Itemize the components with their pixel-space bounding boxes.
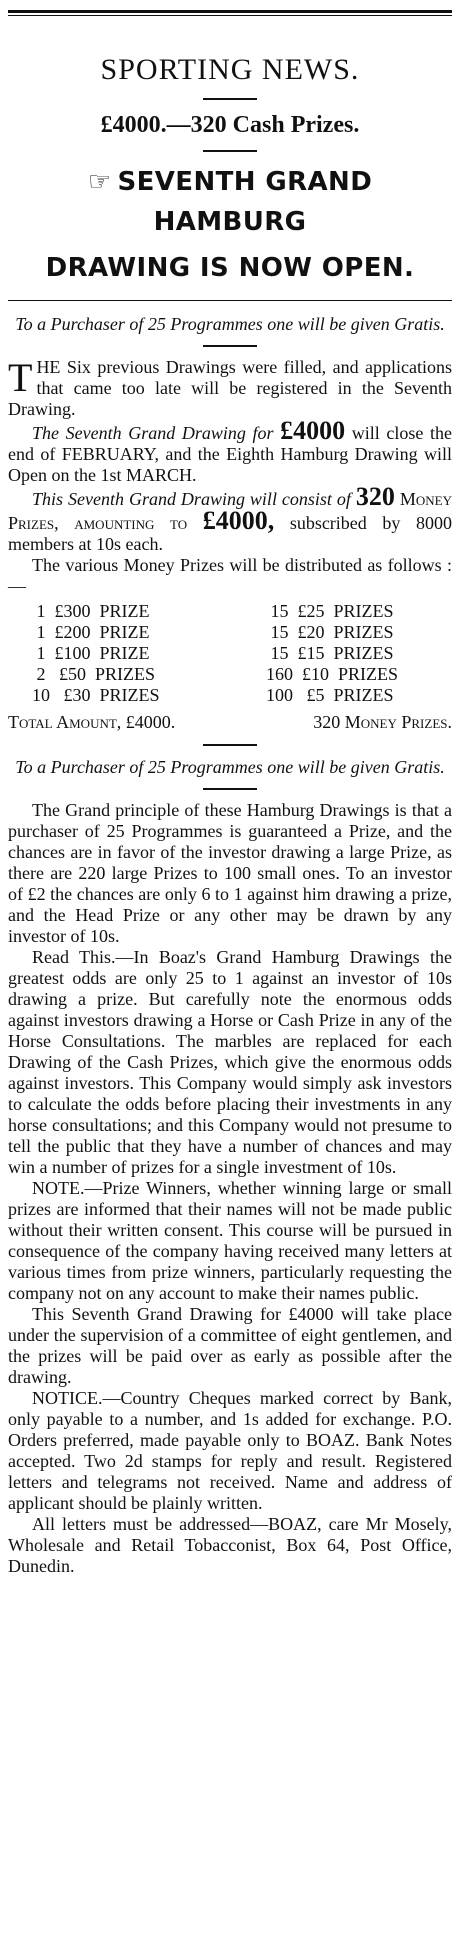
drop-cap: T xyxy=(8,355,33,400)
prize-cell: 100 £5 PRIZES xyxy=(266,685,394,705)
section-title: SPORTING NEWS. xyxy=(100,53,360,86)
prize-count: 320 xyxy=(355,482,395,511)
consist-paragraph xyxy=(8,482,453,555)
divider xyxy=(203,150,257,152)
totals-line xyxy=(8,710,452,734)
prize-cell: 2 £50 PRIZES xyxy=(32,664,156,684)
advertisement-column xyxy=(8,0,452,1577)
text: subscribed by 8000 members at 10s each. xyxy=(8,513,453,554)
gratis-notice-repeat: To a Purchaser of 25 Programmes one will be given Gratis. xyxy=(15,757,445,777)
headline-line-2: DRAWING IS NOW OPEN. xyxy=(45,253,415,283)
close-date-paragraph xyxy=(8,416,453,486)
distribution-paragraph: The various Money Prizes will be distributed as follows :— xyxy=(8,555,452,596)
notice-paragraph: NOTICE.—Country Cheques marked correct by Bank, only payable to a number, and 1s added for exchange. P.O. Orders preferred, made payable only to BOAZ. Bank Notes accepted. Two 2d stamps for reply and result. Registered letters and telegrams not received. Name and address of applicant should be plainly written. xyxy=(8,1388,452,1513)
divider xyxy=(203,98,257,100)
prize-cell: 1 £200 PRIZE xyxy=(32,622,150,642)
divider xyxy=(203,788,257,790)
prize-table xyxy=(8,601,452,706)
divider-full xyxy=(8,300,452,301)
prize-cell: 10 £30 PRIZES xyxy=(32,685,160,705)
prize-cell: 1 £300 PRIZE xyxy=(32,601,150,621)
prize-cell: 160 £10 PRIZES xyxy=(266,664,399,684)
text: The Seventh Grand Drawing for xyxy=(32,423,274,443)
prize-cell: 15 £20 PRIZES xyxy=(266,622,394,642)
note-paragraph: NOTE.—Prize Winners, whether winning large or small prizes are informed that their names will not be made public without their written consent. This course will be pursued in consequence of the company having received many letters at various times from prize winners, particularly requesting the company not on any account to make their names public. xyxy=(8,1178,452,1303)
prize-cell: 1 £100 PRIZE xyxy=(32,643,150,663)
divider xyxy=(203,744,257,746)
top-rule xyxy=(8,10,452,13)
read-this-paragraph: Read This.—In Boaz's Grand Hamburg Drawings the greatest odds are only 25 to 1 against an investor of 10s drawing a prize. But carefully note the enormous odds against investors drawing a Horse or Cash Prize in any of the Horse Consultations. The marbles are replaced for each Drawing of the Cash Prizes, which give the enormous odds against investors. This Company would simply ask investors to calculate the odds before placing their investments in any horse consultations; and this Company would not presume to tell the public that they have a number of chances and may win a number of prizes for a single investment of 10s. xyxy=(8,947,452,1177)
intro-text: HE Six previous Drawings were filled, and applications that came too late will be registered in the Seventh Drawing. xyxy=(8,357,452,419)
intro-paragraph xyxy=(8,357,452,420)
total-prizes: 320 Money Prizes. xyxy=(313,712,452,732)
divider xyxy=(203,345,257,347)
prize-cell: 15 £25 PRIZES xyxy=(266,601,394,621)
total-amount: Total Amount, £4000. xyxy=(8,712,176,732)
headline-line-1: SEVENTH GRAND HAMBURG xyxy=(117,167,373,237)
address-paragraph: All letters must be addressed—BOAZ, care Mr Mosely, Wholesale and Retail Tobacconist, Box 64, Post Office, Dunedin. xyxy=(8,1514,452,1576)
amount: £4000 xyxy=(280,416,346,445)
gratis-notice: To a Purchaser of 25 Programmes one will be given Gratis. xyxy=(15,314,445,334)
amount: £4000, xyxy=(202,506,275,535)
pointing-hand-icon: ☞ xyxy=(87,167,112,197)
prize-subtitle: £4000.—320 Cash Prizes. xyxy=(100,112,360,138)
top-rule-thin xyxy=(8,15,452,16)
supervision-paragraph: This Seventh Grand Drawing for £4000 will take place under the supervision of a committee of eight gentlemen, and the prizes will be paid over as early as possible after the drawing. xyxy=(8,1304,452,1387)
text: will close the end of FEBRUARY, and the Eighth Hamburg Drawing will Open on the 1st MARCH. xyxy=(8,423,453,485)
text: Money Prizes, amounting to xyxy=(8,489,452,533)
headline xyxy=(8,162,452,242)
principle-paragraph: The Grand principle of these Hamburg Drawings is that a purchaser of 25 Programmes is guaranteed a Prize, and the chances are in favor of the investor drawing a large Prize, as there are 220 large Prizes to 100 small ones. To an investor of £2 the chances are only 6 to 1 against him drawing a prize, and the Head Prize or any other may be drawn by any investor of 10s. xyxy=(8,800,452,946)
text: This Seventh Grand Drawing will consist of xyxy=(32,489,351,509)
prize-cell: 15 £15 PRIZES xyxy=(266,643,394,663)
